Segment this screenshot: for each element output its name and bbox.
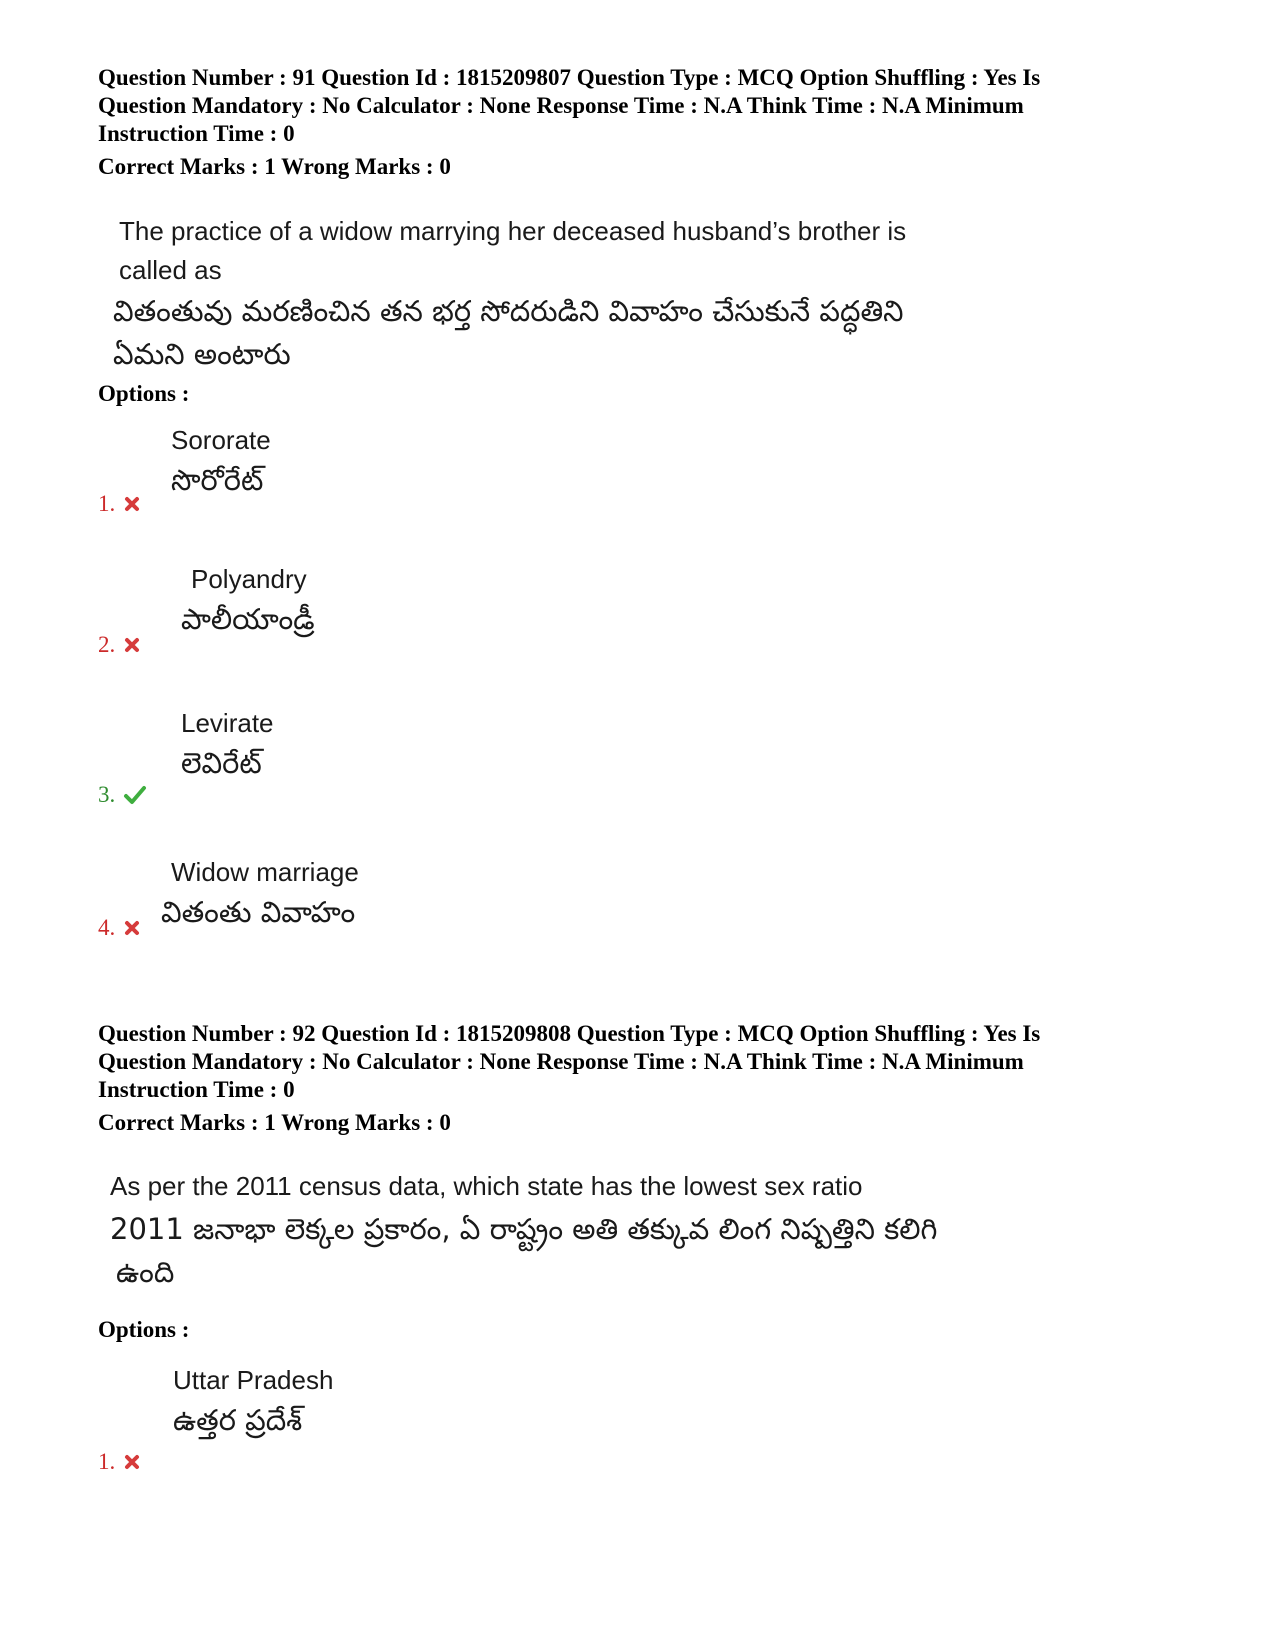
option-text-en: Polyandry (191, 564, 307, 594)
option-text-te: ఉత్తర ప్రదేశ్ (173, 1403, 303, 1437)
cross-icon (123, 636, 141, 654)
question-text (113, 212, 907, 376)
option-text-en: Uttar Pradesh (173, 1365, 334, 1395)
question-text-en: As per the 2011 census data, which state has the lowest sex ratio (110, 1171, 863, 1201)
option-2-marker (98, 632, 141, 658)
question-text-te: ఉంది (116, 1255, 175, 1289)
question-text (110, 1167, 937, 1294)
options-label: Options : (98, 1317, 190, 1342)
marks-info: Correct Marks : 1 Wrong Marks : 0 (98, 154, 451, 179)
option-1-marker (98, 1449, 141, 1475)
option-number: 1. (98, 1449, 116, 1474)
option-number: 4. (98, 915, 116, 940)
question-meta (98, 1020, 1208, 1104)
option-text-en: Levirate (181, 708, 274, 738)
option-4-marker (98, 915, 141, 941)
option-number: 1. (98, 491, 116, 516)
option-text-te: పాలీయాండ్రీ (181, 602, 315, 636)
check-icon (123, 785, 147, 805)
question-text-te: ఏమని అంటారు (113, 337, 291, 371)
question-text-te: 2011 జనాభా లెక్కల ప్రకారం, ఏ రాష్ట్రం అతి తక్కువ లింగ నిష్పత్తిని కలిగి (110, 1212, 938, 1246)
option-number: 3. (98, 782, 116, 807)
option-text-en: Widow marriage (171, 857, 359, 887)
option-1-text (173, 1360, 333, 1440)
option-1-marker (98, 491, 141, 517)
option-2-text (181, 559, 315, 639)
option-text-te: లెవిరేట్ (181, 746, 262, 780)
option-number: 2. (98, 632, 116, 657)
question-text-te: వితంతువు మరణించిన తన భర్త సోదరుడిని వివాహం చేసుకునే పద్ధతిని (113, 294, 904, 328)
option-text-te: వితంతు వివాహం (161, 895, 356, 929)
meta-line: Instruction Time : 0 (98, 1077, 295, 1102)
meta-line: Question Mandatory : No Calculator : None Response Time : N.A Think Time : N.A Minimum (98, 1049, 1024, 1074)
meta-line: Question Mandatory : No Calculator : None Response Time : N.A Think Time : N.A Minimum (98, 93, 1024, 118)
cross-icon (123, 1453, 141, 1471)
question-text-en: The practice of a widow marrying her deceased husband’s brother is (119, 216, 907, 246)
meta-line: Instruction Time : 0 (98, 121, 295, 146)
question-text-en: called as (119, 255, 222, 285)
meta-line: Question Number : 92 Question Id : 1815209808 Question Type : MCQ Option Shuffling : Yes Is (98, 1021, 1041, 1046)
option-text-en: Sororate (171, 425, 271, 455)
option-3-text (181, 703, 274, 783)
meta-line: Question Number : 91 Question Id : 1815209807 Question Type : MCQ Option Shuffling : Yes Is (98, 65, 1041, 90)
cross-icon (123, 919, 141, 937)
option-4-text (161, 852, 359, 932)
option-3-marker (98, 782, 147, 808)
options-label: Options : (98, 381, 190, 406)
marks-info: Correct Marks : 1 Wrong Marks : 0 (98, 1110, 451, 1135)
option-text-te: సొరోరేట్ (171, 463, 264, 497)
option-1-text (171, 420, 271, 500)
cross-icon (123, 495, 141, 513)
question-meta (98, 64, 1208, 148)
